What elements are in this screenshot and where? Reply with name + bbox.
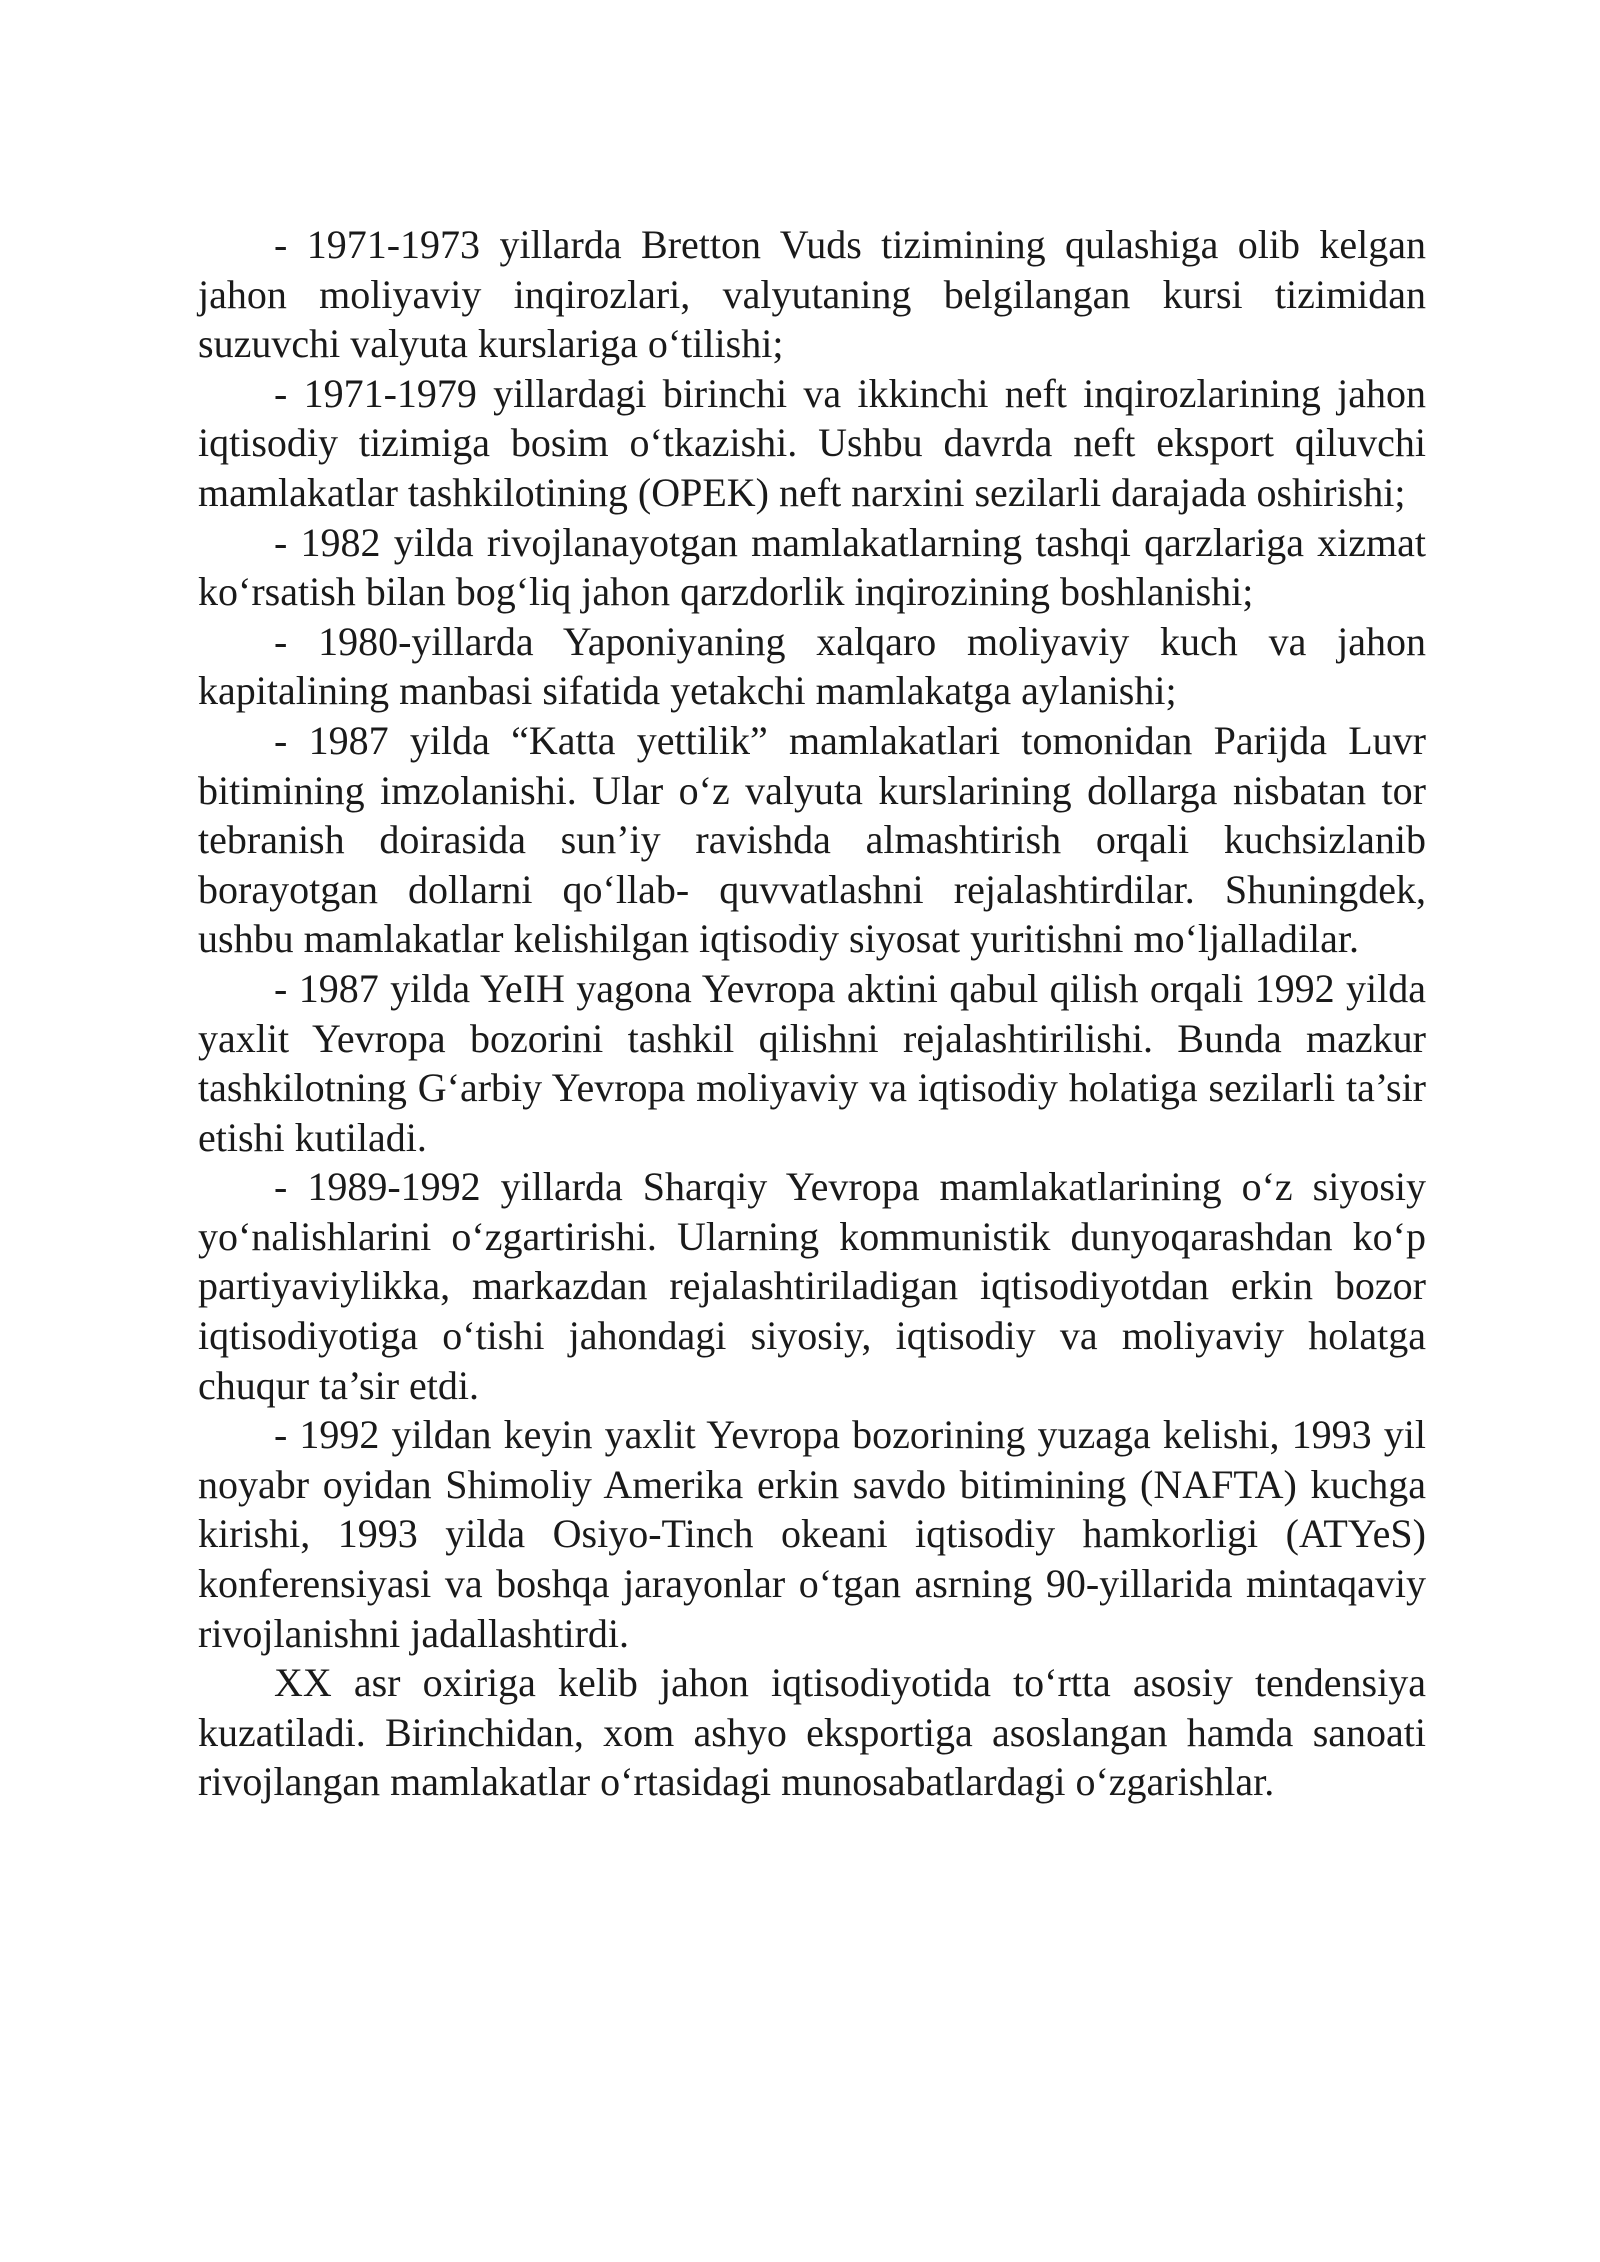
paragraph-louvre-accord: - 1987 yilda “Katta yettilik” mamlakatlari tomonidan Parijda Luvr bitimining imzolanishi. Ular o‘z valyuta kurslarining dollarga nisbatan tor tebranish doirasida sun’iy ravishda almashtirish orqali kuchsizlanib borayotgan dollarni qo‘llab- quvvatlashni rejalashtirdilar. Shuningdek, ushbu mamlakatlar kelishilgan iqtisodiy siyosat yuritishni mo‘ljalladilar. — [198, 717, 1426, 962]
paragraph-japan: - 1980-yillarda Yaponiyaning xalqaro moliyaviy kuch va jahon kapitalining manbasi sifatida yetakchi mamlakatga aylanishi; — [198, 618, 1426, 714]
paragraph-trends: XX asr oxiriga kelib jahon iqtisodiyotida to‘rtta asosiy tendensiya kuzatiladi. Birinchidan, xom ashyo eksportiga asoslangan hamda sanoati rivojlangan mamlakatlar o‘rtasidagi munosabatlardagi o‘zgarishlar. — [198, 1660, 1426, 1805]
paragraph-oil-crises: - 1971-1979 yillardagi birinchi va ikkinchi neft inqirozlarining jahon iqtisodiy tizimiga bosim o‘tkazishi. Ushbu davrda neft eksport qiluvchi mamlakatlar tashkilotining (OPEK) neft narxini sezilarli darajada oshirishi; — [198, 370, 1426, 515]
paragraph-regional-integration: - 1992 yildan keyin yaxlit Yevropa bozorining yuzaga kelishi, 1993 yil noyabr oyidan Shimoliy Amerika erkin savdo bitimining (NAFTA) kuchga kirishi, 1993 yilda Osiyo-Tinch okeani iqtisodiy hamkorligi (ATYeS) konferensiyasi va boshqa jarayonlar o‘tgan asrning 90-yillarida mintaqaviy rivojlanishni jadallashtirdi. — [198, 1412, 1426, 1656]
paragraph-eastern-europe: - 1989-1992 yillarda Sharqiy Yevropa mamlakatlarining o‘z siyosiy yo‘nalishlarini o‘zgartirishi. Ularning kommunistik dunyoqarashdan ko‘p partiyaviylikka, markazdan rejalashtiriladigan iqtisodiyotdan erkin bozor iqtisodiyotiga o‘tishi jahondagi siyosiy, iqtisodiy va moliyaviy holatga chuqur ta’sir etdi. — [198, 1164, 1426, 1408]
paragraph-bretton-woods: - 1971-1973 yillarda Bretton Vuds tizimining qulashiga olib kelgan jahon moliyaviy inqirozlari, valyutaning belgilangan kursi tizimidan suzuvchi valyuta kurslariga o‘tilishi; — [198, 222, 1426, 367]
paragraph-single-european-act: - 1987 yilda YeIH yagona Yevropa aktini qabul qilish orqali 1992 yilda yaxlit Yevropa bozorini tashkil qilishni rejalashtirilishi. Bunda mazkur tashkilotning G‘arbiy Yevropa moliyaviy va iqtisodiy holatiga sezilarli ta’sir etishi kutiladi. — [198, 965, 1426, 1160]
document-page — [198, 220, 1426, 1807]
paragraph-debt-crisis: - 1982 yilda rivojlanayotgan mamlakatlarning tashqi qarzlariga xizmat ko‘rsatish bilan bog‘liq jahon qarzdorlik inqirozining boshlanishi; — [198, 519, 1426, 615]
